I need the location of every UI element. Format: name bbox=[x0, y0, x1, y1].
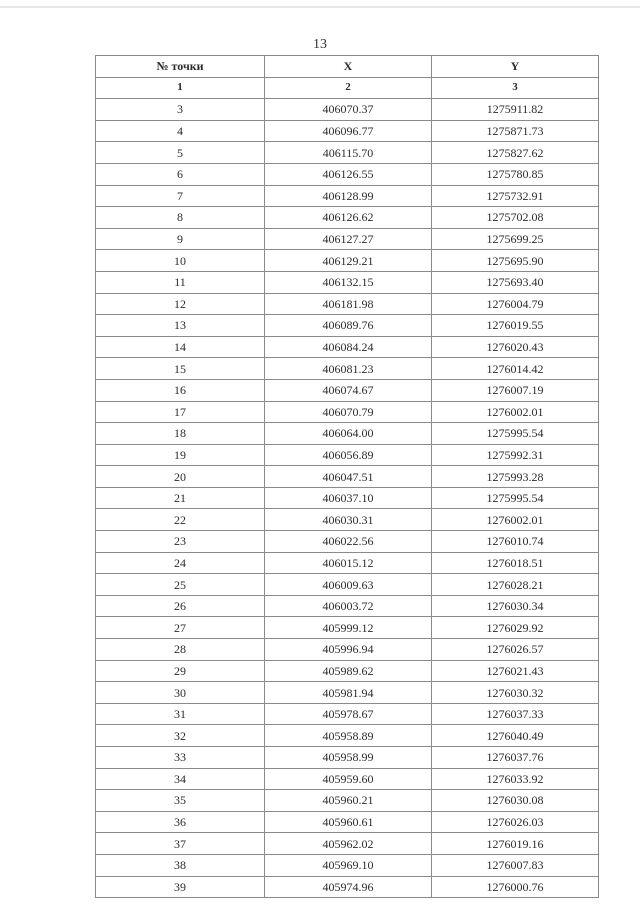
y-cell: 1276014.42 bbox=[432, 358, 599, 380]
scan-top-line bbox=[0, 6, 640, 8]
point-number-cell: 26 bbox=[96, 595, 265, 617]
point-number-cell: 27 bbox=[96, 617, 265, 639]
y-cell: 1275732.91 bbox=[432, 185, 599, 207]
point-number-cell: 3 bbox=[96, 99, 265, 121]
table-row bbox=[96, 293, 599, 315]
point-number-cell: 8 bbox=[96, 207, 265, 229]
column-index-3: 3 bbox=[432, 77, 599, 99]
x-cell: 406081.23 bbox=[265, 358, 432, 380]
x-cell: 406096.77 bbox=[265, 120, 432, 142]
table-header-row bbox=[96, 56, 599, 78]
y-cell: 1276026.57 bbox=[432, 639, 599, 661]
y-cell: 1276028.21 bbox=[432, 574, 599, 596]
point-number-cell: 38 bbox=[96, 854, 265, 876]
table-row bbox=[96, 163, 599, 185]
x-cell: 405978.67 bbox=[265, 703, 432, 725]
y-cell: 1276033.92 bbox=[432, 768, 599, 790]
point-number-cell: 16 bbox=[96, 379, 265, 401]
table-column-index-row bbox=[96, 77, 599, 99]
table-row bbox=[96, 574, 599, 596]
point-number-cell: 35 bbox=[96, 790, 265, 812]
point-number-cell: 10 bbox=[96, 250, 265, 272]
x-cell: 406030.31 bbox=[265, 509, 432, 531]
x-cell: 406022.56 bbox=[265, 531, 432, 553]
column-index-1: 1 bbox=[96, 77, 265, 99]
point-number-cell: 13 bbox=[96, 315, 265, 337]
table-row bbox=[96, 790, 599, 812]
table-row bbox=[96, 660, 599, 682]
y-cell: 1276002.01 bbox=[432, 401, 599, 423]
point-number-cell: 14 bbox=[96, 336, 265, 358]
x-cell: 405958.89 bbox=[265, 725, 432, 747]
x-cell: 406084.24 bbox=[265, 336, 432, 358]
point-number-cell: 18 bbox=[96, 423, 265, 445]
point-number-cell: 34 bbox=[96, 768, 265, 790]
y-cell: 1276029.92 bbox=[432, 617, 599, 639]
x-cell: 406070.37 bbox=[265, 99, 432, 121]
table-row bbox=[96, 639, 599, 661]
point-number-cell: 28 bbox=[96, 639, 265, 661]
y-cell: 1276019.55 bbox=[432, 315, 599, 337]
x-cell: 405981.94 bbox=[265, 682, 432, 704]
x-cell: 406129.21 bbox=[265, 250, 432, 272]
x-cell: 405960.21 bbox=[265, 790, 432, 812]
x-cell: 405962.02 bbox=[265, 833, 432, 855]
y-cell: 1276019.16 bbox=[432, 833, 599, 855]
table-row bbox=[96, 142, 599, 164]
point-number-cell: 19 bbox=[96, 444, 265, 466]
table-row bbox=[96, 99, 599, 121]
point-number-cell: 12 bbox=[96, 293, 265, 315]
y-cell: 1276040.49 bbox=[432, 725, 599, 747]
x-cell: 406127.27 bbox=[265, 228, 432, 250]
point-number-cell: 11 bbox=[96, 271, 265, 293]
table-row bbox=[96, 768, 599, 790]
x-cell: 406056.89 bbox=[265, 444, 432, 466]
table-row bbox=[96, 703, 599, 725]
y-cell: 1276030.08 bbox=[432, 790, 599, 812]
x-cell: 406015.12 bbox=[265, 552, 432, 574]
y-cell: 1276026.03 bbox=[432, 811, 599, 833]
point-number-cell: 4 bbox=[96, 120, 265, 142]
y-cell: 1276010.74 bbox=[432, 531, 599, 553]
table-row bbox=[96, 617, 599, 639]
x-cell: 406132.15 bbox=[265, 271, 432, 293]
y-cell: 1275911.82 bbox=[432, 99, 599, 121]
x-cell: 406064.00 bbox=[265, 423, 432, 445]
x-cell: 406037.10 bbox=[265, 487, 432, 509]
point-number-cell: 17 bbox=[96, 401, 265, 423]
x-cell: 406181.98 bbox=[265, 293, 432, 315]
point-number-cell: 22 bbox=[96, 509, 265, 531]
point-number-cell: 37 bbox=[96, 833, 265, 855]
x-cell: 406126.62 bbox=[265, 207, 432, 229]
point-number-cell: 30 bbox=[96, 682, 265, 704]
table-row bbox=[96, 531, 599, 553]
column-index-2: 2 bbox=[265, 77, 432, 99]
point-number-cell: 21 bbox=[96, 487, 265, 509]
table-row bbox=[96, 120, 599, 142]
x-cell: 405958.99 bbox=[265, 747, 432, 769]
point-number-cell: 29 bbox=[96, 660, 265, 682]
point-number-cell: 20 bbox=[96, 466, 265, 488]
y-cell: 1275780.85 bbox=[432, 163, 599, 185]
table-row bbox=[96, 552, 599, 574]
x-cell: 406089.76 bbox=[265, 315, 432, 337]
table-row bbox=[96, 876, 599, 898]
x-cell: 406115.70 bbox=[265, 142, 432, 164]
table-row bbox=[96, 811, 599, 833]
y-cell: 1275699.25 bbox=[432, 228, 599, 250]
table-row bbox=[96, 854, 599, 876]
header-point-number: № точки bbox=[96, 56, 265, 78]
table-row bbox=[96, 315, 599, 337]
y-cell: 1276020.43 bbox=[432, 336, 599, 358]
x-cell: 405989.62 bbox=[265, 660, 432, 682]
coordinates-table bbox=[95, 55, 599, 898]
table-row bbox=[96, 595, 599, 617]
table-row bbox=[96, 444, 599, 466]
y-cell: 1276007.83 bbox=[432, 854, 599, 876]
table-row bbox=[96, 250, 599, 272]
x-cell: 405974.96 bbox=[265, 876, 432, 898]
y-cell: 1275995.54 bbox=[432, 423, 599, 445]
y-cell: 1276000.76 bbox=[432, 876, 599, 898]
x-cell: 406070.79 bbox=[265, 401, 432, 423]
x-cell: 406003.72 bbox=[265, 595, 432, 617]
y-cell: 1276021.43 bbox=[432, 660, 599, 682]
y-cell: 1275702.08 bbox=[432, 207, 599, 229]
x-cell: 405999.12 bbox=[265, 617, 432, 639]
point-number-cell: 5 bbox=[96, 142, 265, 164]
x-cell: 406047.51 bbox=[265, 466, 432, 488]
y-cell: 1275992.31 bbox=[432, 444, 599, 466]
point-number-cell: 31 bbox=[96, 703, 265, 725]
y-cell: 1276004.79 bbox=[432, 293, 599, 315]
table-row bbox=[96, 725, 599, 747]
point-number-cell: 24 bbox=[96, 552, 265, 574]
table-row bbox=[96, 833, 599, 855]
x-cell: 405960.61 bbox=[265, 811, 432, 833]
x-cell: 405969.10 bbox=[265, 854, 432, 876]
y-cell: 1276030.32 bbox=[432, 682, 599, 704]
table-row bbox=[96, 358, 599, 380]
point-number-cell: 23 bbox=[96, 531, 265, 553]
x-cell: 406128.99 bbox=[265, 185, 432, 207]
point-number-cell: 33 bbox=[96, 747, 265, 769]
x-cell: 405959.60 bbox=[265, 768, 432, 790]
header-x: X bbox=[265, 56, 432, 78]
table-row bbox=[96, 207, 599, 229]
y-cell: 1275693.40 bbox=[432, 271, 599, 293]
y-cell: 1275871.73 bbox=[432, 120, 599, 142]
point-number-cell: 9 bbox=[96, 228, 265, 250]
table-row bbox=[96, 185, 599, 207]
table-row bbox=[96, 747, 599, 769]
table-row bbox=[96, 509, 599, 531]
y-cell: 1276002.01 bbox=[432, 509, 599, 531]
y-cell: 1276037.33 bbox=[432, 703, 599, 725]
y-cell: 1276018.51 bbox=[432, 552, 599, 574]
point-number-cell: 32 bbox=[96, 725, 265, 747]
y-cell: 1276030.34 bbox=[432, 595, 599, 617]
table-row bbox=[96, 682, 599, 704]
y-cell: 1275695.90 bbox=[432, 250, 599, 272]
y-cell: 1276037.76 bbox=[432, 747, 599, 769]
table-row bbox=[96, 423, 599, 445]
x-cell: 405996.94 bbox=[265, 639, 432, 661]
y-cell: 1276007.19 bbox=[432, 379, 599, 401]
point-number-cell: 6 bbox=[96, 163, 265, 185]
point-number-cell: 39 bbox=[96, 876, 265, 898]
x-cell: 406126.55 bbox=[265, 163, 432, 185]
table-row bbox=[96, 487, 599, 509]
table-row bbox=[96, 401, 599, 423]
y-cell: 1275995.54 bbox=[432, 487, 599, 509]
table-body bbox=[96, 99, 599, 898]
point-number-cell: 25 bbox=[96, 574, 265, 596]
x-cell: 406009.63 bbox=[265, 574, 432, 596]
y-cell: 1275993.28 bbox=[432, 466, 599, 488]
table-row bbox=[96, 271, 599, 293]
point-number-cell: 7 bbox=[96, 185, 265, 207]
table-row bbox=[96, 466, 599, 488]
header-y: Y bbox=[432, 56, 599, 78]
table-row bbox=[96, 379, 599, 401]
x-cell: 406074.67 bbox=[265, 379, 432, 401]
table-row bbox=[96, 336, 599, 358]
table-row bbox=[96, 228, 599, 250]
y-cell: 1275827.62 bbox=[432, 142, 599, 164]
page-number: 13 bbox=[313, 37, 327, 52]
point-number-cell: 15 bbox=[96, 358, 265, 380]
point-number-cell: 36 bbox=[96, 811, 265, 833]
